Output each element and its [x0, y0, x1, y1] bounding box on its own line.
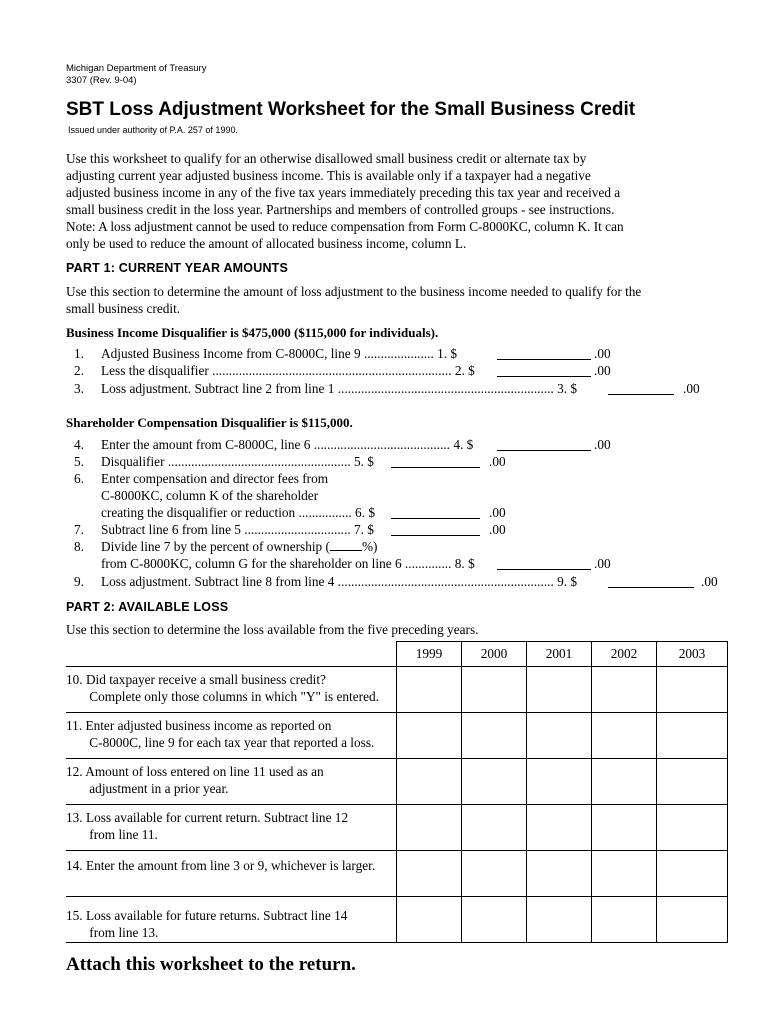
part2-description: Use this section to determine the loss available from the five preceding years. [66, 622, 479, 637]
line-8-cents: .00 [594, 556, 611, 571]
row-label [66, 667, 397, 713]
line-2-number: 2. [74, 363, 84, 378]
line-8-input[interactable] [497, 558, 591, 570]
table-cell[interactable] [592, 713, 657, 759]
line-4-number: 4. [74, 437, 84, 452]
table-cell[interactable] [657, 713, 728, 759]
year-header: 2001 [527, 642, 592, 667]
line-9-label: Loss adjustment. Subtract line 8 from line 4 ................................................................. 9. $ [101, 574, 578, 589]
line-3-cents: .00 [683, 381, 700, 396]
line-3-input[interactable] [608, 383, 674, 395]
row-label-line: from line 13. [66, 925, 159, 940]
row-label-line: 12. Amount of loss entered on line 11 used as an [66, 764, 324, 779]
ownership-percent-input[interactable] [330, 539, 362, 551]
table-cell[interactable] [462, 897, 527, 943]
table-cell[interactable] [527, 805, 592, 851]
year-header: 2003 [657, 642, 728, 667]
line-2-input[interactable] [497, 365, 591, 377]
intro-line: only be used to reduce the amount of allocated business income, column L. [66, 236, 467, 251]
table-cell[interactable] [462, 805, 527, 851]
business-income-heading: Business Income Disqualifier is $475,000 ($115,000 for individuals). [66, 325, 439, 340]
line-7-number: 7. [74, 522, 84, 537]
line-9-input[interactable] [608, 576, 694, 588]
part2-heading: PART 2: AVAILABLE LOSS [66, 600, 229, 614]
table-row [66, 851, 728, 897]
line-6-label-3: creating the disqualifier or reduction ................ 6. $ [101, 505, 375, 520]
row-label [66, 851, 397, 897]
table-cell[interactable] [397, 851, 462, 897]
table-cell[interactable] [397, 713, 462, 759]
line-7-input[interactable] [391, 524, 480, 536]
line-7-label: Subtract line 6 from line 5 ................................ 7. $ [101, 522, 374, 537]
row-label-line: adjustment in a prior year. [66, 781, 229, 796]
line-5-cents: .00 [489, 454, 506, 469]
intro-line: adjusted business income in any of the five tax years immediately preceding this tax year and received a [66, 185, 621, 200]
year-header: 1999 [397, 642, 462, 667]
table-cell[interactable] [397, 805, 462, 851]
table-row [66, 713, 728, 759]
table-row [66, 759, 728, 805]
line-6-label: Enter compensation and director fees from [101, 471, 329, 486]
table-cell[interactable] [527, 897, 592, 943]
year-header: 2002 [592, 642, 657, 667]
row-label-line: 10. Did taxpayer receive a small business credit? [66, 672, 326, 687]
table-cell[interactable] [527, 713, 592, 759]
line-1-number: 1. [74, 346, 84, 361]
intro-line: Note: A loss adjustment cannot be used to reduce compensation from Form C-8000KC, column K. It can [66, 219, 624, 234]
line-8-label-b: %) [361, 539, 378, 554]
line-9-cents: .00 [701, 574, 718, 589]
table-row [66, 897, 728, 943]
form-number: 3307 (Rev. 9-04) [66, 75, 137, 86]
table-cell[interactable] [592, 759, 657, 805]
line-5-label: Disqualifier ....................................................... 5. $ [101, 454, 374, 469]
table-row [66, 667, 728, 713]
row-label-line: 15. Loss available for future returns. Subtract line 14 [66, 908, 348, 923]
part1-heading: PART 1: CURRENT YEAR AMOUNTS [66, 261, 289, 275]
intro-line: small business credit in the loss year. Partnerships and members of controlled groups - see instructions. [66, 202, 615, 217]
row-label-line: 11. Enter adjusted business income as reported on [66, 718, 332, 733]
line-4-cents: .00 [594, 437, 611, 452]
line-2-label: Less the disqualifier ........................................................................ 2. $ [101, 363, 475, 378]
line-8-label [101, 539, 377, 555]
line-8-label-a: Divide line 7 by the percent of ownership ( [101, 539, 330, 554]
part1-desc-line: small business credit. [66, 301, 181, 316]
table-cell[interactable] [397, 897, 462, 943]
row-label-line: C-8000C, line 9 for each tax year that reported a loss. [66, 735, 375, 750]
agency-name: Michigan Department of Treasury [66, 63, 207, 74]
row-label [66, 713, 397, 759]
row-label-line: Complete only those columns in which "Y" is entered. [66, 689, 379, 704]
line-9-number: 9. [74, 574, 84, 589]
table-cell[interactable] [397, 667, 462, 713]
line-8-number: 8. [74, 539, 84, 554]
row-label-line: from line 11. [66, 827, 158, 842]
row-label [66, 805, 397, 851]
line-6-input[interactable] [391, 507, 480, 519]
row-label [66, 897, 397, 943]
table-cell[interactable] [592, 667, 657, 713]
page-title: SBT Loss Adjustment Worksheet for the Small Business Credit [66, 99, 636, 120]
line-6-label-2: C-8000KC, column K of the shareholder [101, 488, 319, 503]
table-cell[interactable] [592, 851, 657, 897]
intro-line: adjusting current year adjusted business income. This is available only if a taxpayer had a negative [66, 168, 591, 183]
shareholder-heading: Shareholder Compensation Disqualifier is $115,000. [66, 415, 353, 430]
intro-line: Use this worksheet to qualify for an otherwise disallowed small business credit or alternate tax by [66, 151, 587, 166]
line-1-cents: .00 [594, 346, 611, 361]
line-2-cents: .00 [594, 363, 611, 378]
line-8-label-2: from C-8000KC, column G for the shareholder on line 6 .............. 8. $ [101, 556, 475, 571]
table-cell[interactable] [527, 667, 592, 713]
part1-description [66, 283, 641, 317]
line-3-number: 3. [74, 381, 84, 396]
table-cell[interactable] [462, 713, 527, 759]
year-header: 2000 [462, 642, 527, 667]
row-label-line: 13. Loss available for current return. Subtract line 12 [66, 810, 349, 825]
line-4-label: Enter the amount from C-8000C, line 6 ......................................... 4. $ [101, 437, 474, 452]
line-1-label: Adjusted Business Income from C-8000C, line 9 ..................... 1. $ [101, 346, 458, 361]
table-row [66, 805, 728, 851]
table-cell[interactable] [462, 667, 527, 713]
line-3-label: Loss adjustment. Subtract line 2 from line 1 ................................................................. 3. $ [101, 381, 578, 396]
row-label [66, 759, 397, 805]
attach-instruction: Attach this worksheet to the return. [66, 954, 356, 975]
table-cell[interactable] [527, 759, 592, 805]
line-4-input[interactable] [497, 439, 591, 451]
table-cell[interactable] [592, 897, 657, 943]
table-cell[interactable] [657, 667, 728, 713]
table-cell[interactable] [592, 805, 657, 851]
authority-note: Issued under authority of P.A. 257 of 1990. [68, 125, 238, 135]
table-cell[interactable] [527, 851, 592, 897]
intro-paragraph [66, 150, 624, 252]
header-blank [66, 642, 397, 667]
table-cell[interactable] [657, 851, 728, 897]
table-cell[interactable] [657, 805, 728, 851]
table-cell[interactable] [462, 851, 527, 897]
available-loss-table [66, 641, 728, 943]
line-6-number: 6. [74, 471, 84, 486]
table-cell[interactable] [657, 897, 728, 943]
line-5-input[interactable] [391, 456, 480, 468]
table-header-row [66, 642, 728, 667]
part1-desc-line: Use this section to determine the amount of loss adjustment to the business income needed to qualify for the [66, 284, 642, 299]
table-cell[interactable] [657, 759, 728, 805]
line-1-input[interactable] [497, 348, 591, 360]
table-cell[interactable] [397, 759, 462, 805]
row-label-line: 14. Enter the amount from line 3 or 9, whichever is larger. [66, 858, 376, 873]
table-cell[interactable] [462, 759, 527, 805]
line-5-number: 5. [74, 454, 84, 469]
line-7-cents: .00 [489, 522, 506, 537]
line-6-cents: .00 [489, 505, 506, 520]
